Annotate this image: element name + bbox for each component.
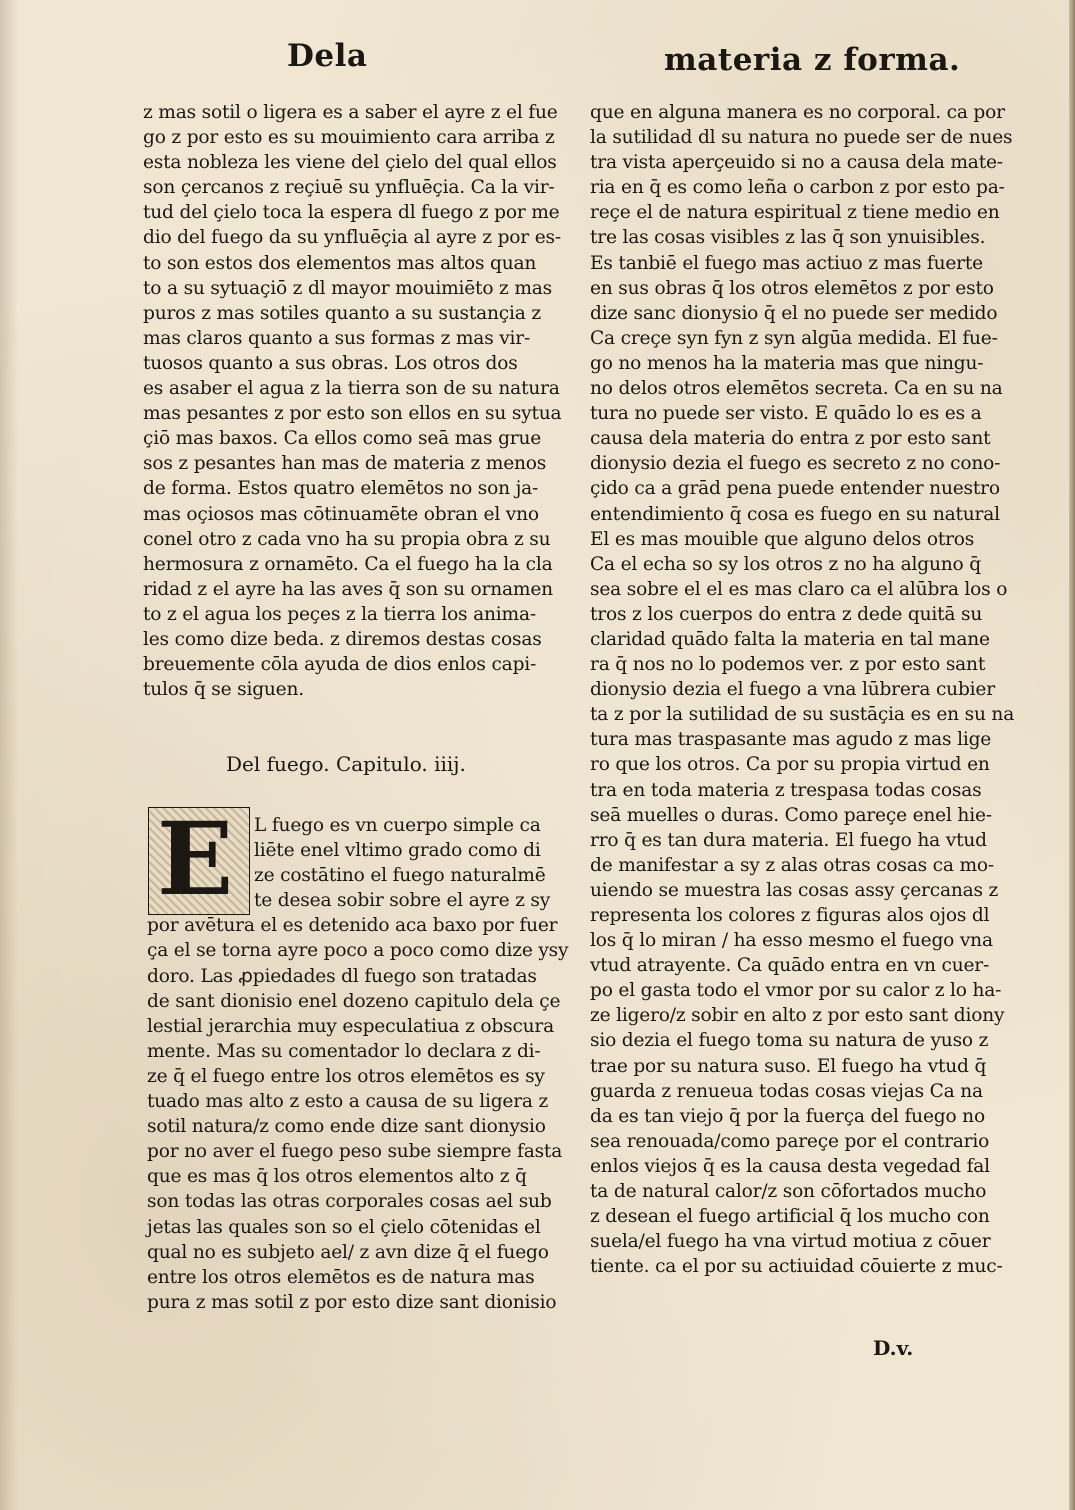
- text-line: tre las cosas visibles z las q̄ son ynuisibles.: [590, 227, 986, 249]
- text-line: ra q̄ nos no lo podemos ver. z por esto sant: [590, 654, 986, 676]
- text-line: esta nobleza les viene del çielo del qual ellos: [143, 152, 557, 174]
- text-line: son todas las otras corporales cosas ael sub: [147, 1191, 552, 1213]
- text-line: doro. Las ꝓpiedades dl fuego son tratadas: [147, 965, 537, 987]
- text-line: te desea sobir sobre el ayre z sy: [254, 890, 551, 912]
- text-line: ze ligero/z sobir en alto z por esto sant diony: [590, 1005, 1005, 1027]
- right-column: [590, 100, 1015, 1279]
- text-line: representa los colores z figuras alos ojos dl: [590, 905, 990, 926]
- text-line: tulos q̄ se siguen.: [143, 679, 304, 701]
- text-line: ça el se torna ayre poco a poco como dize ysy: [147, 940, 569, 962]
- text-line: da es tan viejo q̄ por la fuerça del fuego no: [590, 1105, 985, 1127]
- text-line: causa dela materia do entra z por esto sant: [590, 428, 991, 450]
- text-line: tud del çielo toca la espera dl fuego z por me: [143, 202, 560, 224]
- text-line: ta z por la sutilidad de su sustāçia es en su na: [590, 704, 1015, 726]
- text-line: les como dize beda. z diremos destas cosas: [143, 628, 542, 650]
- text-line: ria en q̄ es como leña o carbon z por esto pa-: [590, 177, 1005, 199]
- text-line: to son estos dos elementos mas altos quan: [143, 252, 537, 274]
- text-line: tuosos quanto a sus obras. Los otros dos: [143, 352, 518, 374]
- text-line: ze q̄ el fuego entre los otros elemētos es sy: [147, 1065, 545, 1087]
- text-line: rro q̄ es tan dura materia. El fuego ha vtud: [590, 829, 987, 851]
- text-line: pura z mas sotil z por esto dize sant dionisio: [147, 1291, 557, 1313]
- text-line: enlos viejos q̄ es la causa desta vegedad fal: [590, 1155, 990, 1177]
- text-line: ze costātino el fuego naturalmē: [254, 865, 546, 887]
- text-line: por no aver el fuego peso sube siempre fasta: [147, 1141, 563, 1163]
- text-line: claridad quādo falta la materia en tal mane: [590, 628, 990, 650]
- text-line: mas oçiosos mas cōtinuamēte obran el vno: [143, 503, 539, 525]
- text-line: dionysio dezia el fuego es secreto z no cono-: [590, 453, 1001, 475]
- text-line: go no menos ha la materia mas que ningu-: [590, 352, 984, 374]
- left-column-top: [143, 100, 562, 702]
- text-line: reçe el de natura espiritual z tiene medio en: [590, 202, 1000, 224]
- text-line: en sus obras q̄ los otros elemētos z por esto: [590, 277, 994, 299]
- text-line: çido ca a grād pena puede entender nuestro: [590, 478, 1000, 500]
- text-line: seā muelles o duras. Como pareçe enel hie-: [590, 804, 992, 826]
- text-line: ro que los otros. Ca por su propia virtud en: [590, 754, 990, 776]
- header-left: Dela: [287, 38, 368, 74]
- text-line: z desean el fuego artificial q̄ los mucho con: [590, 1206, 990, 1228]
- text-line: mente. Mas su comentador lo declara z di-: [147, 1040, 541, 1062]
- text-line: que es mas q̄ los otros elementos alto z q̄: [147, 1166, 527, 1188]
- text-line: ridad z el ayre ha las aves q̄ son su ornamen: [143, 578, 553, 600]
- text-line: breuemente cōla ayuda de dios enlos capi-: [143, 654, 537, 676]
- text-line: Ca creçe syn fyn z syn algūa medida. El fue-: [590, 327, 998, 349]
- text-line: Ca el echa so sy los otros z no ha alguno q̄: [590, 553, 981, 575]
- left-column-bottom: [147, 813, 569, 1315]
- text-line: sotil natura/z como ende dize sant dionysio: [147, 1116, 546, 1138]
- text-line: tura mas traspasante mas agudo z mas lige: [590, 729, 992, 751]
- text-line: de sant dionisio enel dozeno capitulo dela çe: [147, 990, 561, 1012]
- text-line: dize sanc dionysio q̄ el no puede ser medido: [590, 302, 998, 324]
- text-line: es asaber el agua z la tierra son de su natura: [143, 378, 560, 400]
- text-line: qual no es subjeto ael/ z avn dize q̄ el fuego: [147, 1241, 549, 1263]
- text-line: tra en toda materia z trespasa todas cosas: [590, 779, 982, 801]
- text-line: no delos otros elemētos secreta. Ca en su na: [590, 378, 1003, 400]
- initial-letter: E: [157, 800, 234, 918]
- text-line: conel otro z cada vno ha su propia obra z su: [143, 528, 551, 550]
- text-line: de forma. Estos quatro elemētos no son ja-: [143, 478, 539, 500]
- text-line: jetas las quales son so el çielo cōtenidas el: [147, 1216, 541, 1238]
- text-line: go z por esto es su mouimiento cara arriba z: [143, 127, 555, 149]
- text-line: la sutilidad dl su natura no puede ser de nues: [590, 127, 1013, 149]
- text-line: to a su sytuaçiō z dl mayor mouimiēto z mas: [143, 277, 552, 299]
- text-line: que en alguna manera es no corporal. ca por: [590, 102, 1005, 123]
- text-line: los q̄ lo miran / ha esso mesmo el fuego vna: [590, 930, 993, 952]
- text-line: guarda z renueua todas cosas viejas Ca na: [590, 1080, 983, 1102]
- text-line: ta de natural calor/z son cōfortados mucho: [590, 1181, 987, 1203]
- text-line: suela/el fuego ha vna virtud motiua z cōuer: [590, 1231, 991, 1253]
- text-line: çiō mas baxos. Ca ellos como seā mas grue: [143, 428, 542, 450]
- text-line: tra vista aperçeuido si no a causa dela mate-: [590, 152, 1003, 174]
- header-right: materia z forma.: [664, 42, 961, 78]
- text-line: El es mas mouible que alguno delos otros: [590, 528, 975, 550]
- text-line: L fuego es vn cuerpo simple ca: [254, 815, 541, 836]
- text-line: uiendo se muestra las cosas assy çercanas z: [590, 879, 999, 901]
- text-line: mas pesantes z por esto son ellos en su sytua: [143, 403, 562, 425]
- text-line: dio del fuego da su ynfluēçia al ayre z por es-: [143, 227, 561, 249]
- text-line: tros z los cuerpos do entra z dede quitā su: [590, 603, 983, 625]
- signature-mark: D.v.: [873, 1336, 914, 1360]
- text-line: tura no puede ser visto. E quādo lo es es a: [590, 403, 982, 425]
- text-line: sea renouada/como pareçe por el contrario: [590, 1130, 990, 1152]
- text-line: po el gasta todo el vmor por su calor z lo ha-: [590, 980, 1002, 1002]
- text-line: Es tanbiē el fuego mas actiuo z mas fuerte: [590, 252, 983, 274]
- text-line: tuado mas alto z esto a causa de su ligera z: [147, 1091, 549, 1113]
- text-line: por avētura el es detenido aca baxo por fuer: [147, 915, 558, 937]
- text-line: hermosura z ornamēto. Ca el fuego ha la cla: [143, 553, 553, 575]
- running-header: [0, 28, 1075, 88]
- text-line: to z el agua los peçes z la tierra los anima-: [143, 603, 536, 625]
- page-edge: [1069, 0, 1075, 1510]
- text-line: vtud atrayente. Ca quādo entra en vn cuer-: [590, 955, 990, 977]
- text-line: lestial jerarchia muy especulatiua z obscura: [147, 1015, 555, 1037]
- text-line: mas claros quanto a sus formas z mas vir-: [143, 327, 531, 349]
- text-line: sea sobre el el es mas claro ca el alūbra los o: [590, 578, 1008, 600]
- text-line: entre los otros elemētos es de natura mas: [147, 1266, 535, 1288]
- text-line: sos z pesantes han mas de materia z menos: [143, 453, 547, 475]
- text-line: sio dezia el fuego toma su natura de yuso z: [590, 1030, 989, 1052]
- chapter-heading: Del fuego. Capitulo. iiij.: [226, 752, 466, 776]
- text-line: z mas sotil o ligera es a saber el ayre z el fue: [143, 102, 558, 123]
- text-line: entendimiento q̄ cosa es fuego en su natural: [590, 503, 1000, 525]
- text-line: de manifestar a sy z alas otras cosas ca mo-: [590, 854, 994, 876]
- text-line: puros z mas sotiles quanto a su sustançia z: [143, 302, 541, 324]
- text-line: tiente. ca el por su actiuidad cōuierte z muc-: [590, 1256, 1003, 1278]
- text-line: trae por su natura suso. El fuego ha vtud q̄: [590, 1055, 987, 1077]
- text-line: liēte enel vltimo grado como di: [254, 840, 541, 862]
- text-line: son çercanos z reçiuē su ynfluēçia. Ca la vir-: [143, 177, 555, 199]
- text-line: dionysio dezia el fuego a vna lūbrera cubier: [590, 679, 995, 701]
